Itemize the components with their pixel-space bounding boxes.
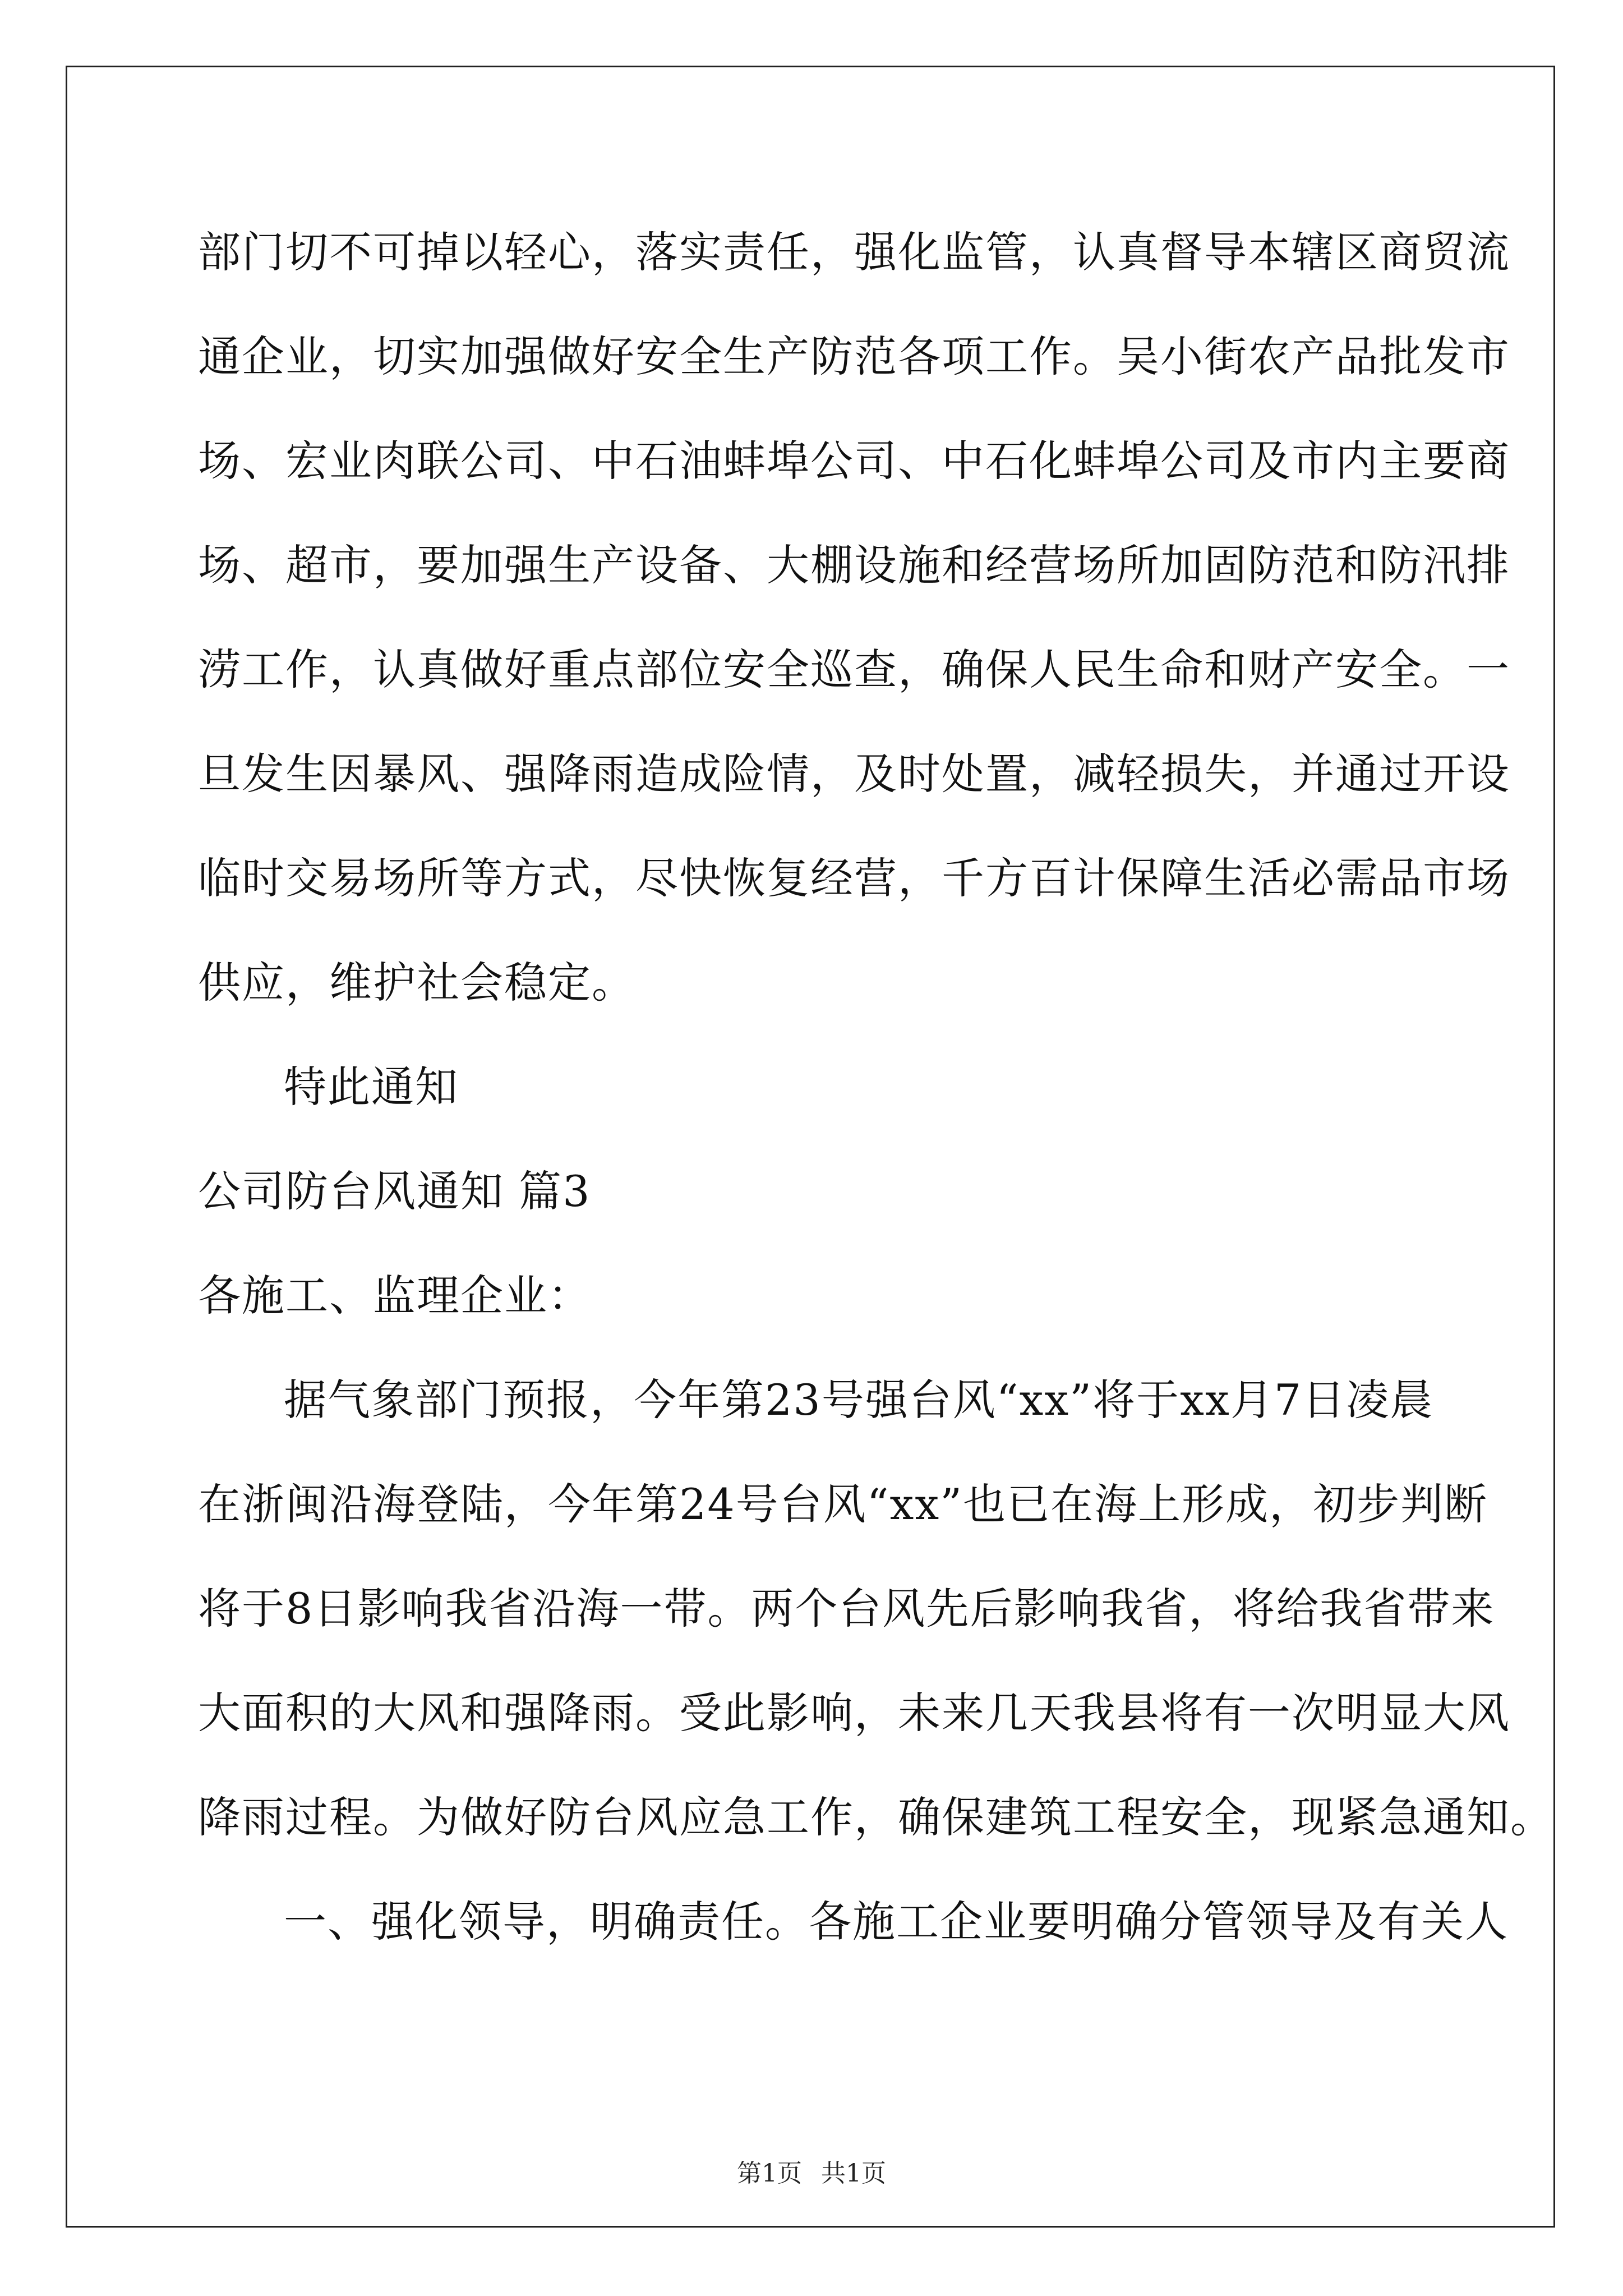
section-heading: 公司防台风通知 篇3 xyxy=(198,1166,591,1216)
closing-line: 特此通知 xyxy=(284,1062,459,1112)
text-line: 供应，维护社会稳定。 xyxy=(198,958,635,1007)
text-line: 降雨过程。为做好防台风应急工作，确保建筑工程安全，现紧急通知。 xyxy=(198,1792,1554,1842)
text-line: 场、超市，要加强生产设备、大棚设施和经营场所加固防范和防汛排 xyxy=(198,540,1510,590)
text-line: 旦发生因暴风、强降雨造成险情，及时处置，减轻损失，并通过开设 xyxy=(198,749,1510,799)
page-number-footer: 第1页 共1页 xyxy=(737,2159,886,2188)
text-line: 通企业，切实加强做好安全生产防范各项工作。吴小街农产品批发市 xyxy=(198,332,1510,381)
text-line: 据气象部门预报，今年第23号强台风“xx”将于xx月7日凌晨 xyxy=(284,1375,1434,1425)
text-line: 将于8日影响我省沿海一带。两个台风先后影响我省，将给我省带来 xyxy=(198,1584,1495,1634)
text-line: 一、强化领导，明确责任。各施工企业要明确分管领导及有关人 xyxy=(284,1897,1509,1947)
text-line: 大面积的大风和强降雨。受此影响，未来几天我县将有一次明显大风 xyxy=(198,1688,1510,1738)
text-line: 场、宏业肉联公司、中石油蚌埠公司、中石化蚌埠公司及市内主要商 xyxy=(198,436,1510,486)
text-line: 临时交易场所等方式，尽快恢复经营，千方百计保障生活必需品市场 xyxy=(198,853,1510,903)
salutation: 各施工、监理企业： xyxy=(198,1271,592,1320)
text-line: 部门切不可掉以轻心，落实责任，强化监管，认真督导本辖区商贸流 xyxy=(198,227,1510,277)
text-line: 在浙闽沿海登陆，今年第24号台风“xx”也已在海上形成，初步判断 xyxy=(198,1479,1488,1529)
document-body xyxy=(198,213,1554,1987)
text-line: 涝工作，认真做好重点部位安全巡查，确保人民生命和财产安全。一 xyxy=(198,645,1510,694)
